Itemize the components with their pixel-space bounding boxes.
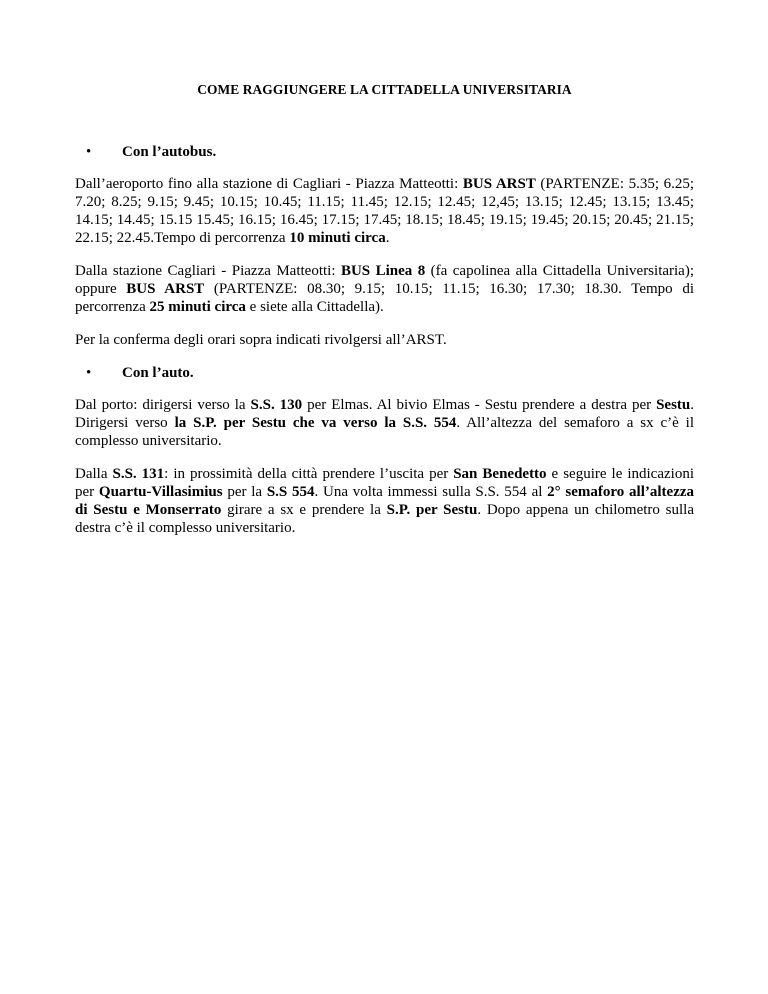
bold-text: S.P. per Sestu: [386, 502, 478, 518]
text: (PARTENZE: 08.30; 9.15; 10.15; 11.15; 16.30; 17.30; 18.30. Tempo di percorrenza: [75, 281, 694, 315]
bullet-icon: •: [86, 144, 92, 160]
text: per la: [222, 484, 267, 500]
bullet-icon: •: [86, 365, 92, 381]
text: .: [385, 230, 390, 246]
paragraph-station-bus: [75, 262, 694, 316]
text: : in prossimità della città prendere l’uscita per: [164, 466, 454, 482]
text: e siete alla Cittadella).: [245, 299, 384, 315]
bold-text: San Benedetto: [453, 466, 547, 482]
text: . Una volta immessi sulla S.S. 554 al: [314, 484, 548, 500]
bullet-car-label: Con l’auto.: [122, 365, 194, 381]
bullet-bus-label: Con l’autobus.: [122, 144, 217, 160]
bold-text: la S.P. per Sestu che va verso la S.S. 554: [174, 415, 457, 431]
text: Dalla: [75, 466, 113, 482]
bold-text: 2° semaforo all’altezza di Sestu e Monserrato: [75, 484, 695, 518]
text: Per la conferma degli orari sopra indicati rivolgersi all’ARST.: [75, 332, 447, 348]
document-page: [75, 82, 694, 552]
bold-text: S.S 554: [266, 484, 315, 500]
bold-text: BUS ARST: [126, 281, 205, 297]
bullet-car: [75, 364, 694, 382]
bold-text: 25 minuti circa: [149, 299, 246, 315]
bold-text: BUS Linea 8: [340, 263, 426, 279]
bold-text: S.S. 130: [250, 397, 303, 413]
bold-text: 10 minuti circa: [289, 230, 386, 246]
paragraph-port-directions: [75, 396, 694, 450]
bold-text: Sestu: [656, 397, 691, 413]
text: . Dirigersi verso: [75, 397, 694, 431]
text: girare a sx e prendere la: [221, 502, 387, 518]
document-title: COME RAGGIUNGERE LA CITTADELLA UNIVERSITARIA: [197, 82, 572, 97]
text: . All’altezza del semaforo a sx c’è il complesso universitario.: [75, 415, 694, 449]
paragraph-airport-bus: [75, 175, 694, 247]
bullet-bus: [75, 143, 694, 161]
text: . Dopo appena un chilometro sulla destra c’è il complesso universitario.: [75, 502, 694, 536]
bold-text: Quartu-Villasimius: [98, 484, 223, 500]
text: (fa capolinea alla Cittadella Universitaria); oppure: [75, 263, 694, 297]
text: Dall’aeroporto fino alla stazione di Cagliari - Piazza Matteotti:: [75, 176, 463, 192]
text: (PARTENZE: 5.35; 6.25; 7.20; 8.25; 9.15; 9.45; 10.15; 10.45; 11.15; 11.45; 12.15; 12.45; 12,45; 13.15; 12.45; 13.15; 13.45; 14.15; 14.45; 15.15 15.45; 16.15; 16.45; 17.15; 17.45; 18.15; 18.45; 19.15; 19.45; 20.15; 20.45; 21.15; 22.15; 22.45.Tempo di percorrenza: [75, 176, 695, 246]
text: Dal porto: dirigersi verso la: [75, 397, 251, 413]
text: per Elmas. Al bivio Elmas - Sestu prendere a destra per: [302, 397, 657, 413]
bold-text: S.S. 131: [112, 466, 165, 482]
paragraph-ss131-directions: [75, 465, 694, 537]
text: Dalla stazione Cagliari - Piazza Matteotti:: [75, 263, 341, 279]
paragraph-confirmation: [75, 331, 694, 349]
bold-text: BUS ARST: [462, 176, 536, 192]
text: e seguire le indicazioni per: [75, 466, 694, 500]
